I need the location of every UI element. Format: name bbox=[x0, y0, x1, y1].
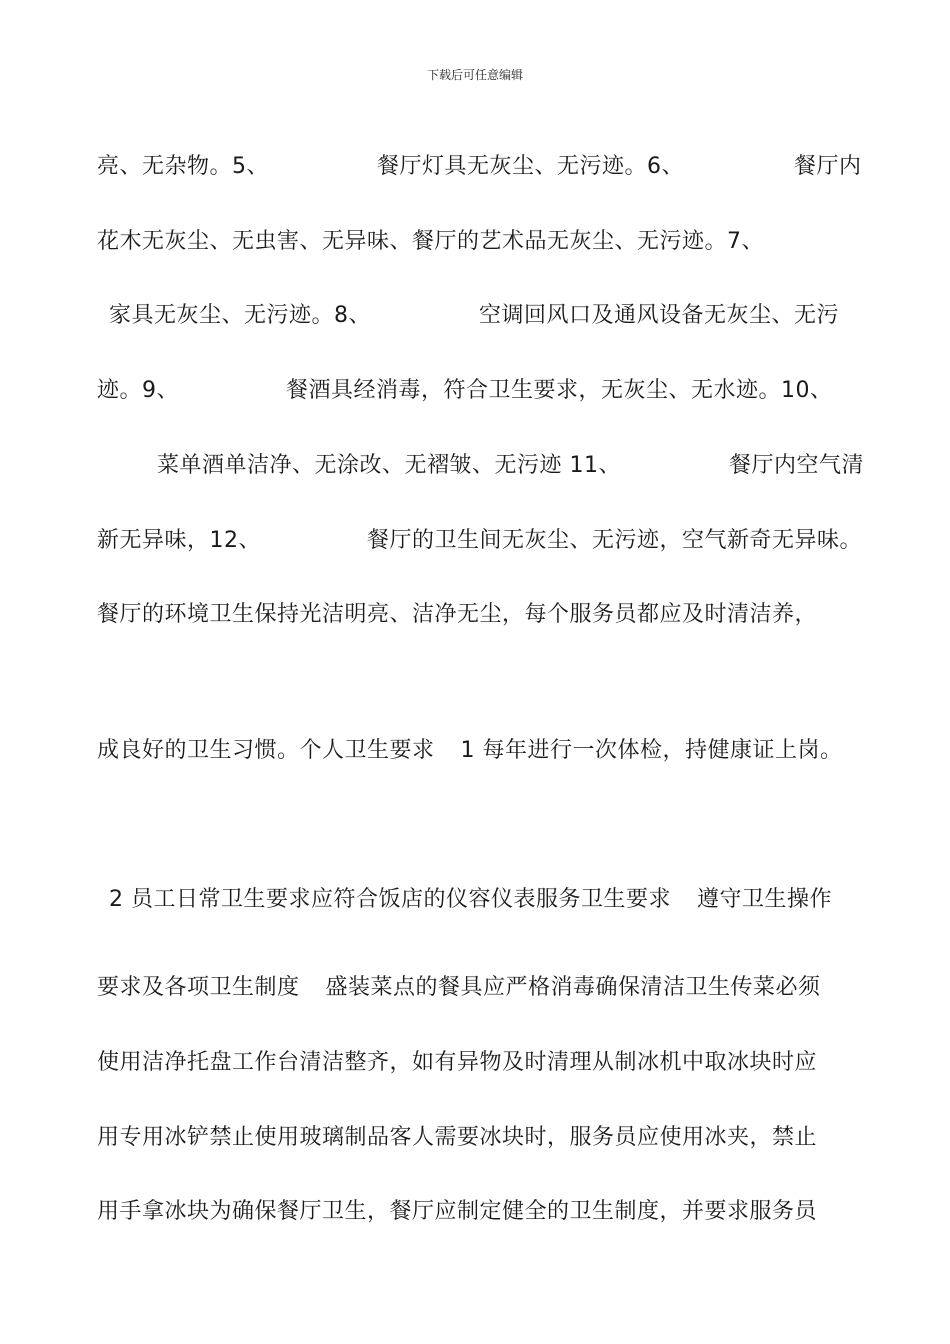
text-segment: 迹。9、 bbox=[97, 378, 179, 403]
text-line-8 bbox=[82, 706, 843, 766]
text-segment: 用手拿冰块为确保餐厅卫生，餐厅应制定健全的卫生制度，并要求服务员 bbox=[97, 1199, 818, 1224]
text-line-5 bbox=[142, 421, 864, 481]
text-line-1 bbox=[82, 122, 862, 182]
text-segment: 餐厅内 bbox=[794, 154, 862, 179]
text-segment: 空调回风口及通风设备无灰尘、无污 bbox=[479, 303, 840, 328]
text-segment: 新无异味，12、 bbox=[97, 528, 261, 553]
text-segment: 餐厅的卫生间无灰尘、无污迹，空气新奇无异味。 bbox=[367, 528, 863, 553]
text-segment: 使用洁净托盘工作台清洁整齐，如有异物及时清理从制冰机中取冰块时应 bbox=[97, 1050, 818, 1075]
text-segment: 家具无灰尘、无污迹。8、 bbox=[109, 303, 371, 328]
text-segment: 盛装菜点的餐具应严格消毒确保清洁卫生传菜必须 bbox=[325, 975, 821, 1000]
text-segment: 2 员工日常卫生要求应符合饭店的仪容仪表服务卫生要求 bbox=[109, 887, 671, 912]
text-line-9 bbox=[94, 855, 832, 915]
text-segment: 遵守卫生操作 bbox=[697, 887, 833, 912]
text-line-3 bbox=[94, 271, 839, 331]
text-line-12 bbox=[82, 1093, 817, 1153]
text-segment: 菜单酒单洁净、无涂改、无褶皱、无污迹 11、 bbox=[157, 453, 621, 478]
text-segment: 餐厅灯具无灰尘、无污迹。6、 bbox=[377, 154, 684, 179]
text-segment: 亮、无杂物。5、 bbox=[97, 154, 269, 179]
text-segment: 花木无灰尘、无虫害、无异味、餐厅的艺术品无灰尘、无污迹。7、 bbox=[97, 229, 764, 254]
text-line-11 bbox=[82, 1018, 817, 1078]
text-line-10 bbox=[82, 943, 821, 1003]
text-line-2 bbox=[82, 197, 764, 257]
text-line-7 bbox=[82, 570, 817, 630]
text-segment: 用专用冰铲禁止使用玻璃制品客人需要冰块时，服务员应使用冰夹，禁止 bbox=[97, 1125, 818, 1150]
text-line-6 bbox=[82, 496, 862, 556]
text-segment: 餐厅内空气清 bbox=[729, 453, 865, 478]
text-line-4 bbox=[82, 346, 833, 406]
text-segment: 餐厅的环境卫生保持光洁明亮、洁净无尘，每个服务员都应及时清洁养， bbox=[97, 602, 818, 627]
header-note: 下载后可任意编辑 bbox=[426, 68, 523, 82]
text-segment: 1 每年进行一次体检，持健康证上岗。 bbox=[460, 738, 843, 763]
text-line-13 bbox=[82, 1167, 817, 1227]
text-segment: 餐酒具经消毒，符合卫生要求，无灰尘、无水迹。10、 bbox=[286, 378, 833, 403]
text-segment: 成良好的卫生习惯。个人卫生要求 bbox=[97, 738, 435, 763]
text-segment: 要求及各项卫生制度 bbox=[97, 975, 300, 1000]
